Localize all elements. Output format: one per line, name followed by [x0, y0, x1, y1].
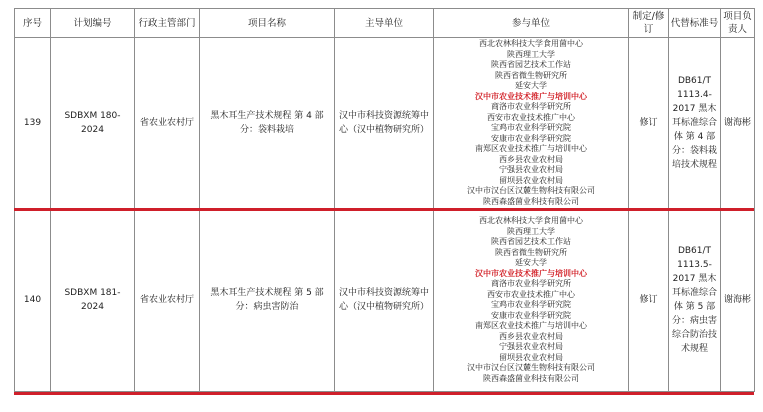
replace-cell: DB61/T 1113.5-2017 黑木耳标准综合体 第 5 部分：病虫害综合防治技术规程 — [669, 209, 721, 392]
participant-unit: 延安大学 — [515, 81, 547, 90]
participant-unit: 汉中市农业技术推广与培训中心 — [475, 91, 587, 101]
header-plan-no: 计划编号 — [51, 9, 135, 38]
table-row — [15, 209, 755, 392]
plan-no-cell: SDBXM 181-2024 — [51, 209, 135, 392]
participant-unit: 陕西理工大学 — [507, 49, 555, 59]
seq-cell: 140 — [15, 209, 51, 392]
header-admin-dept: 行政主管部门 — [135, 9, 200, 38]
participant-unit: 西乡县农业农村局 — [499, 154, 563, 164]
leader-cell: 谢海彬 — [721, 38, 755, 209]
replace-cell: DB61/T 1113.4-2017 黑木耳标准综合体 第 4 部分：袋料栽培技术规程 — [669, 38, 721, 209]
participant-unit: 陕西省微生物研究所 — [495, 247, 567, 257]
table-row — [15, 38, 755, 209]
project-name-cell: 黑木耳生产技术规程 第 5 部分：病虫害防治 — [200, 209, 335, 392]
lead-unit-cell: 汉中市科技资源统筹中心（汉中植物研究所） — [335, 38, 434, 209]
participant-unit: 陕西森盛菌业科技有限公司 — [483, 373, 579, 383]
participant-unit: 西安市农业技术推广中心 — [487, 289, 575, 299]
project-name-cell: 黑木耳生产技术规程 第 4 部分：袋料栽培 — [200, 38, 335, 209]
seq-cell: 139 — [15, 38, 51, 209]
participant-unit: 西北农林科技大学食用菌中心 — [479, 39, 583, 48]
participant-unit: 陕西省园艺技术工作站 — [491, 237, 571, 246]
participant-unit: 安康市农业科学研究院 — [491, 133, 571, 143]
plan-no-cell: SDBXM 180-2024 — [51, 38, 135, 209]
participant-unit: 汉中市汉台区汉麓生物科技有限公司 — [467, 186, 595, 195]
header-revise: 制定/修订 — [629, 9, 669, 38]
header-leader: 项目负责人 — [721, 9, 755, 38]
participant-unit: 南郑区农业技术推广与培训中心 — [475, 144, 587, 153]
participant-unit: 西乡县农业农村局 — [499, 331, 563, 341]
lead-unit-cell: 汉中市科技资源统筹中心（汉中植物研究所） — [335, 209, 434, 392]
participant-unit: 陕西省园艺技术工作站 — [491, 60, 571, 69]
participant-unit: 西北农林科技大学食用菌中心 — [479, 216, 583, 225]
header-participants: 参与单位 — [434, 9, 629, 38]
leader-cell: 谢海彬 — [721, 209, 755, 392]
admin-dept-cell: 省农业农村厅 — [135, 209, 200, 392]
participant-unit: 延安大学 — [515, 258, 547, 267]
header-lead-unit: 主导单位 — [335, 9, 434, 38]
row-separator-red — [14, 392, 754, 395]
participant-unit: 宁强县农业农村局 — [499, 165, 563, 174]
participant-unit: 汉中市汉台区汉麓生物科技有限公司 — [467, 363, 595, 372]
participant-unit: 陕西理工大学 — [507, 226, 555, 236]
header-replace: 代替标准号 — [669, 9, 721, 38]
participant-unit: 商洛市农业科学研究所 — [491, 279, 571, 288]
revise-cell: 修订 — [629, 209, 669, 392]
header-seq: 序号 — [15, 9, 51, 38]
participants-cell — [434, 38, 629, 209]
admin-dept-cell: 省农业农村厅 — [135, 38, 200, 209]
participant-unit: 留坝县农业农村局 — [499, 175, 563, 185]
participant-unit: 陕西省微生物研究所 — [495, 70, 567, 80]
participant-unit: 南郑区农业技术推广与培训中心 — [475, 321, 587, 330]
participant-unit: 商洛市农业科学研究所 — [491, 102, 571, 111]
participant-unit: 西安市农业技术推广中心 — [487, 112, 575, 122]
header-project-name: 项目名称 — [200, 9, 335, 38]
revise-cell: 修订 — [629, 38, 669, 209]
participant-unit: 留坝县农业农村局 — [499, 352, 563, 362]
header-row — [15, 9, 755, 38]
participant-unit: 宝鸡市农业科学研究院 — [491, 300, 571, 309]
participant-unit: 汉中市农业技术推广与培训中心 — [475, 268, 587, 278]
participant-unit: 陕西森盛菌业科技有限公司 — [483, 196, 579, 206]
participant-unit: 宁强县农业农村局 — [499, 342, 563, 351]
standards-plan-table — [14, 8, 755, 392]
row-separator-red — [14, 208, 754, 211]
participant-unit: 安康市农业科学研究院 — [491, 310, 571, 320]
participant-unit: 宝鸡市农业科学研究院 — [491, 123, 571, 132]
participants-cell — [434, 209, 629, 392]
